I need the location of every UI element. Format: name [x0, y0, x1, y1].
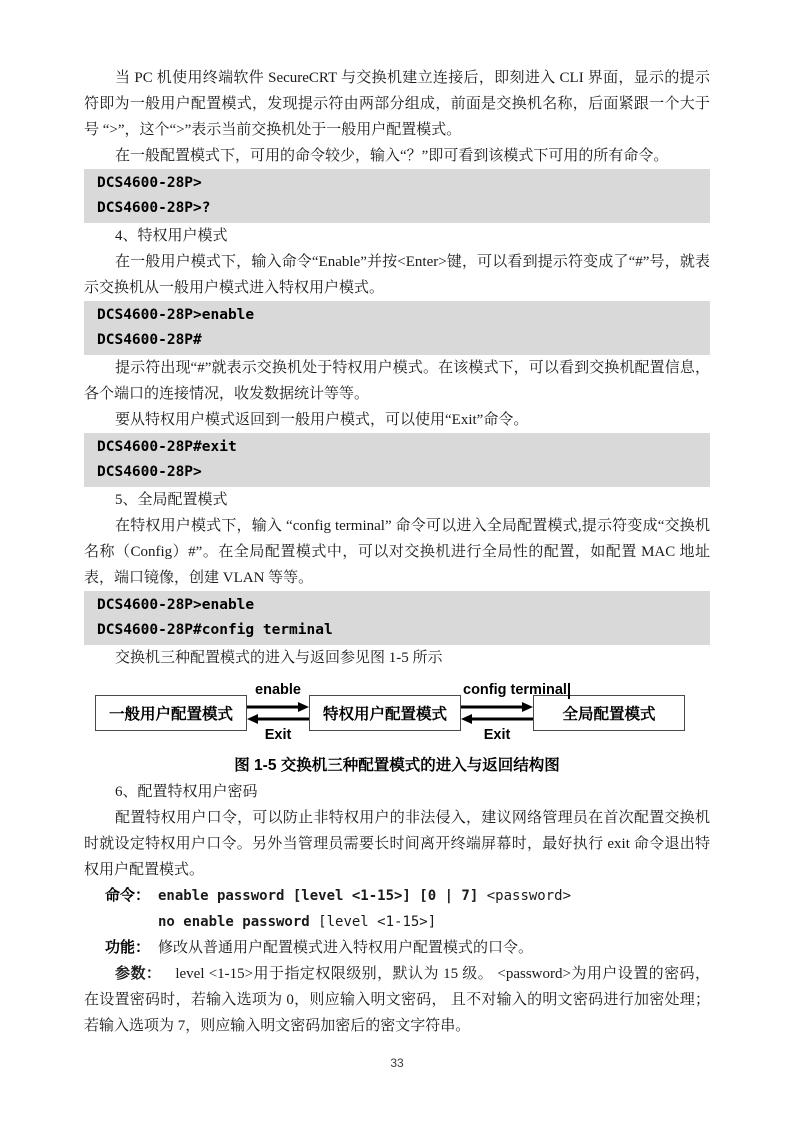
figure-1-5	[84, 675, 710, 779]
arrow-group-config-exit	[461, 682, 567, 743]
paragraph-global-1: 在特权用户模式下，输入 “config terminal” 命令可以进入全局配置模式,提示符变成“交换机名称（Config）#”。在全局配置模式中，可以对交换机进行全局性的配置，如配置 MAC 地址表，端口镜像，创建 VLAN 等等。	[84, 518, 710, 586]
bidirectional-arrow-icon	[461, 701, 533, 725]
page-number: 33	[390, 1056, 404, 1070]
code-line: DCS4600-28P#config terminal	[97, 622, 333, 638]
arrow-label-enable: enable	[255, 682, 301, 698]
arrow-label-config-terminal: config terminal	[463, 682, 567, 698]
bidirectional-arrow-icon	[247, 701, 309, 725]
function-label: 功能：	[105, 939, 151, 956]
command-keywords: no enable password	[158, 914, 319, 930]
code-block-enable-command	[84, 301, 710, 355]
arrow-label-exit-right: Exit	[483, 727, 511, 743]
paragraph-privileged-3: 要从特权用户模式返回到一般用户模式，可以使用“Exit”命令。	[115, 412, 529, 428]
mode-transition-diagram	[95, 675, 685, 751]
command-syntax-line-1	[84, 883, 710, 909]
command-label: 命令：	[105, 887, 151, 904]
arrow-label-config-terminal-wrap	[463, 682, 570, 699]
paragraph-figure-reference: 交换机三种配置模式的进入与返回参见图 1-5 所示	[115, 650, 443, 666]
code-line: DCS4600-28P>	[97, 464, 202, 480]
command-syntax-line-2	[84, 909, 710, 935]
command-params-paragraph	[84, 961, 710, 1039]
section-heading-global-mode: 5、全局配置模式	[115, 492, 228, 508]
code-line: DCS4600-28P#exit	[97, 439, 237, 455]
mode-box-global-config: 全局配置模式	[533, 695, 685, 731]
code-line: DCS4600-28P>enable	[97, 307, 255, 323]
command-parameter: <password>	[486, 888, 572, 904]
code-block-general-mode-prompt	[84, 169, 710, 223]
section-heading-privileged-mode: 4、特权用户模式	[115, 228, 228, 244]
section-heading-password-config: 6、配置特权用户密码	[115, 784, 258, 800]
code-block-config-terminal-command	[84, 591, 710, 645]
mode-box-privileged-user: 特权用户配置模式	[309, 695, 461, 731]
code-block-exit-command	[84, 433, 710, 487]
paragraph-intro-2: 在一般配置模式下，可用的命令较少，输入“？”即可看到该模式下可用的所有命令。	[115, 148, 669, 164]
paragraph-privileged-1: 在一般用户模式下，输入命令“Enable”并按<Enter>键，可以看到提示符变成了“#”号，就表示交换机从一般用户模式进入特权用户模式。	[84, 254, 710, 296]
paragraph-privileged-2: 提示符出现“#”就表示交换机处于特权用户模式。在该模式下，可以看到交换机配置信息，各个端口的连接情况，收发数据统计等等。	[84, 360, 710, 402]
code-line: DCS4600-28P>?	[97, 200, 211, 216]
code-line: DCS4600-28P>	[97, 175, 202, 191]
command-parameter: [level <1-15>]	[318, 914, 437, 930]
command-keywords: enable password [level <1-15>] [0 | 7]	[158, 888, 487, 904]
arrow-group-enable-exit	[247, 682, 309, 743]
mode-box-general-user: 一般用户配置模式	[95, 695, 247, 731]
function-text: 修改从普通用户配置模式进入特权用户配置模式的口令。	[158, 940, 534, 956]
text-cursor	[568, 683, 570, 699]
code-line: DCS4600-28P>enable	[97, 597, 255, 613]
params-text: level <1-15>用于指定权限级别，默认为 15 级。 <password>为用户设置的密码，在设置密码时，若输入选项为 0，则应输入明文密码， 且不对输入的明文密码进行加密处理；若输入选项为 7，则应输入明文密码加密后的密文字符串。	[84, 966, 710, 1034]
arrow-label-exit-left: Exit	[264, 727, 292, 743]
command-function-line	[84, 935, 710, 961]
code-line: DCS4600-28P#	[97, 332, 202, 348]
figure-caption: 图 1-5 交换机三种配置模式的进入与返回结构图	[234, 757, 560, 774]
params-label: 参数：	[115, 965, 162, 982]
paragraph-intro-1: 当 PC 机使用终端软件 SecureCRT 与交换机建立连接后，即刻进入 CLI 界面，显示的提示符即为一般用户配置模式，发现提示符由两部分组成，前面是交换机名称，后面紧跟一个大于号 “>”，这个“>”表示当前交换机处于一般用户配置模式。	[84, 70, 710, 138]
paragraph-password-intro: 配置特权用户口令，可以防止非特权用户的非法侵入，建议网络管理员在首次配置交换机时就设定特权用户口令。另外当管理员需要长时间离开终端屏幕时，最好执行 exit 命令退出特权用户配置模式。	[84, 810, 710, 878]
